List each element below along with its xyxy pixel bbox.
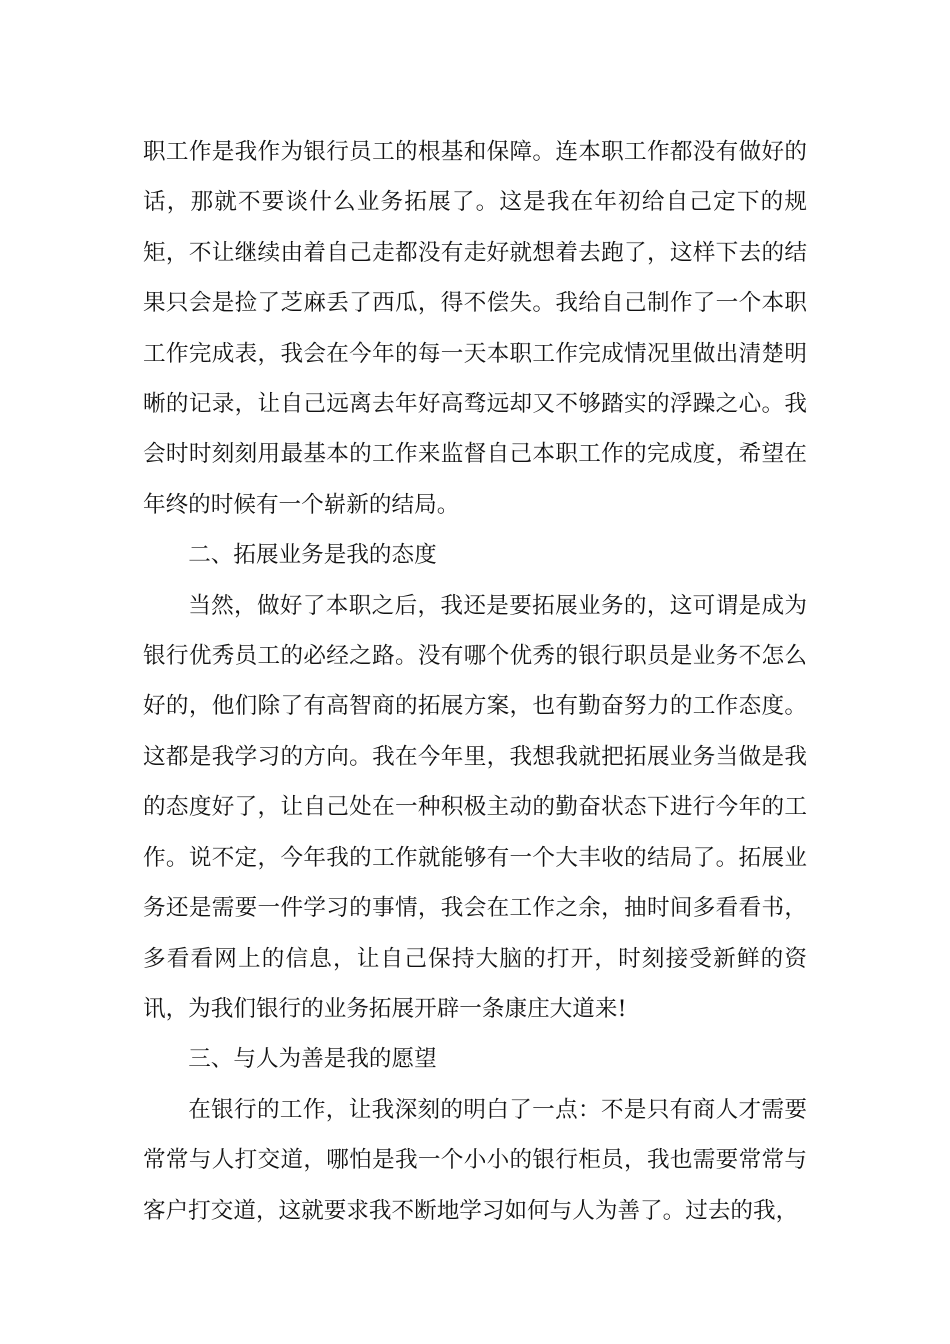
paragraph-expand-business: 当然，做好了本职之后，我还是要拓展业务的，这可谓是成为银行优秀员工的必经之路。没有哪个优秀的银行职员是业务不怎么好的，他们除了有高智商的拓展方案，也有勤奋努力的工作态度。这都是我学习的方向。我在今年里，我想我就把拓展业务当做是我的态度好了，让自己处在一种积极主动的勤奋状态下进行今年的工作。说不定，今年我的工作就能够有一个大丰收的结局了。拓展业务还是需要一件学习的事情，我会在工作之余，抽时间多看看书，多看看网上的信息，让自己保持大脑的打开，时刻接受新鲜的资讯，为我们银行的业务拓展开辟一条康庄大道来! [143, 592, 807, 1022]
section-heading-3: 三、与人为善是我的愿望 [188, 1046, 437, 1073]
document-body [143, 127, 807, 1236]
section-heading-2: 二、拓展业务是我的态度 [188, 542, 437, 569]
paragraph-continuation: 职工作是我作为银行员工的根基和保障。连本职工作都没有做好的话，那就不要谈什么业务拓展了。这是我在年初给自己定下的规矩，不让继续由着自己走都没有走好就想着去跑了，这样下去的结果只会是捡了芝麻丢了西瓜，得不偿失。我给自己制作了一个本职工作完成表，我会在今年的每一天本职工作完成情况里做出清楚明晰的记录，让自己远离去年好高骛远却又不够踏实的浮躁之心。我会时时刻刻用最基本的工作来监督自己本职工作的完成度，希望在年终的时候有一个崭新的结局。 [143, 139, 807, 518]
paragraph-kindness: 在银行的工作，让我深刻的明白了一点：不是只有商人才需要常常与人打交道，哪怕是我一个小小的银行柜员，我也需要常常与客户打交道，这就要求我不断地学习如何与人为善了。过去的我， [143, 1096, 807, 1224]
